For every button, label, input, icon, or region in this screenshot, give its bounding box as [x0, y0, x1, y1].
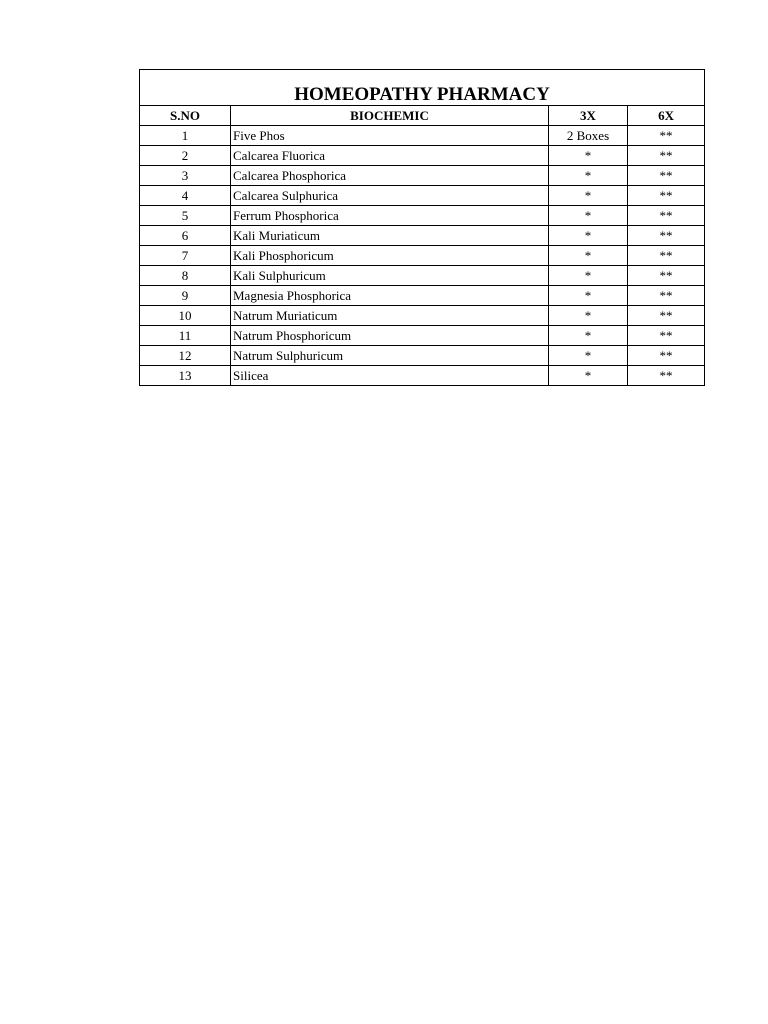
- table-row: [140, 126, 705, 146]
- cell-3x: *: [549, 286, 628, 306]
- cell-biochemic: Five Phos: [231, 126, 549, 146]
- cell-biochemic: Calcarea Phosphorica: [231, 166, 549, 186]
- cell-sno: 4: [140, 186, 231, 206]
- header-sno: S.NO: [140, 106, 231, 126]
- cell-6x: **: [628, 346, 705, 366]
- cell-biochemic: Natrum Sulphuricum: [231, 346, 549, 366]
- cell-6x: **: [628, 186, 705, 206]
- table-row: [140, 186, 705, 206]
- cell-6x: **: [628, 366, 705, 386]
- cell-3x: *: [549, 266, 628, 286]
- cell-biochemic: Ferrum Phosphorica: [231, 206, 549, 226]
- table-row: [140, 286, 705, 306]
- cell-sno: 12: [140, 346, 231, 366]
- cell-biochemic: Kali Sulphuricum: [231, 266, 549, 286]
- cell-3x: *: [549, 186, 628, 206]
- pharmacy-table: [139, 69, 705, 386]
- cell-3x: *: [549, 306, 628, 326]
- table-row: [140, 226, 705, 246]
- cell-biochemic: Natrum Muriaticum: [231, 306, 549, 326]
- cell-sno: 10: [140, 306, 231, 326]
- cell-6x: **: [628, 266, 705, 286]
- cell-6x: **: [628, 246, 705, 266]
- cell-sno: 2: [140, 146, 231, 166]
- cell-3x: *: [549, 166, 628, 186]
- cell-3x: *: [549, 366, 628, 386]
- table-row: [140, 206, 705, 226]
- table-row: [140, 366, 705, 386]
- cell-sno: 1: [140, 126, 231, 146]
- cell-biochemic: Calcarea Fluorica: [231, 146, 549, 166]
- table-row: [140, 146, 705, 166]
- cell-biochemic: Natrum Phosphoricum: [231, 326, 549, 346]
- header-biochemic: BIOCHEMIC: [231, 106, 549, 126]
- title-row: [140, 70, 705, 106]
- header-row: [140, 106, 705, 126]
- table-row: [140, 266, 705, 286]
- cell-3x: *: [549, 326, 628, 346]
- cell-biochemic: Kali Muriaticum: [231, 226, 549, 246]
- cell-6x: **: [628, 206, 705, 226]
- cell-6x: **: [628, 226, 705, 246]
- cell-3x: *: [549, 146, 628, 166]
- table-title: HOMEOPATHY PHARMACY: [140, 70, 705, 106]
- header-3x: 3X: [549, 106, 628, 126]
- cell-6x: **: [628, 166, 705, 186]
- cell-6x: **: [628, 306, 705, 326]
- cell-biochemic: Calcarea Sulphurica: [231, 186, 549, 206]
- cell-sno: 11: [140, 326, 231, 346]
- cell-sno: 3: [140, 166, 231, 186]
- cell-3x: *: [549, 346, 628, 366]
- cell-3x: 2 Boxes: [549, 126, 628, 146]
- cell-sno: 9: [140, 286, 231, 306]
- cell-biochemic: Kali Phosphoricum: [231, 246, 549, 266]
- cell-sno: 8: [140, 266, 231, 286]
- cell-6x: **: [628, 326, 705, 346]
- cell-6x: **: [628, 146, 705, 166]
- table-row: [140, 246, 705, 266]
- cell-biochemic: Silicea: [231, 366, 549, 386]
- cell-3x: *: [549, 246, 628, 266]
- cell-3x: *: [549, 226, 628, 246]
- table-row: [140, 326, 705, 346]
- cell-6x: **: [628, 126, 705, 146]
- cell-sno: 13: [140, 366, 231, 386]
- cell-sno: 6: [140, 226, 231, 246]
- cell-sno: 5: [140, 206, 231, 226]
- cell-biochemic: Magnesia Phosphorica: [231, 286, 549, 306]
- cell-sno: 7: [140, 246, 231, 266]
- table-row: [140, 346, 705, 366]
- table-row: [140, 306, 705, 326]
- header-6x: 6X: [628, 106, 705, 126]
- table-row: [140, 166, 705, 186]
- cell-3x: *: [549, 206, 628, 226]
- cell-6x: **: [628, 286, 705, 306]
